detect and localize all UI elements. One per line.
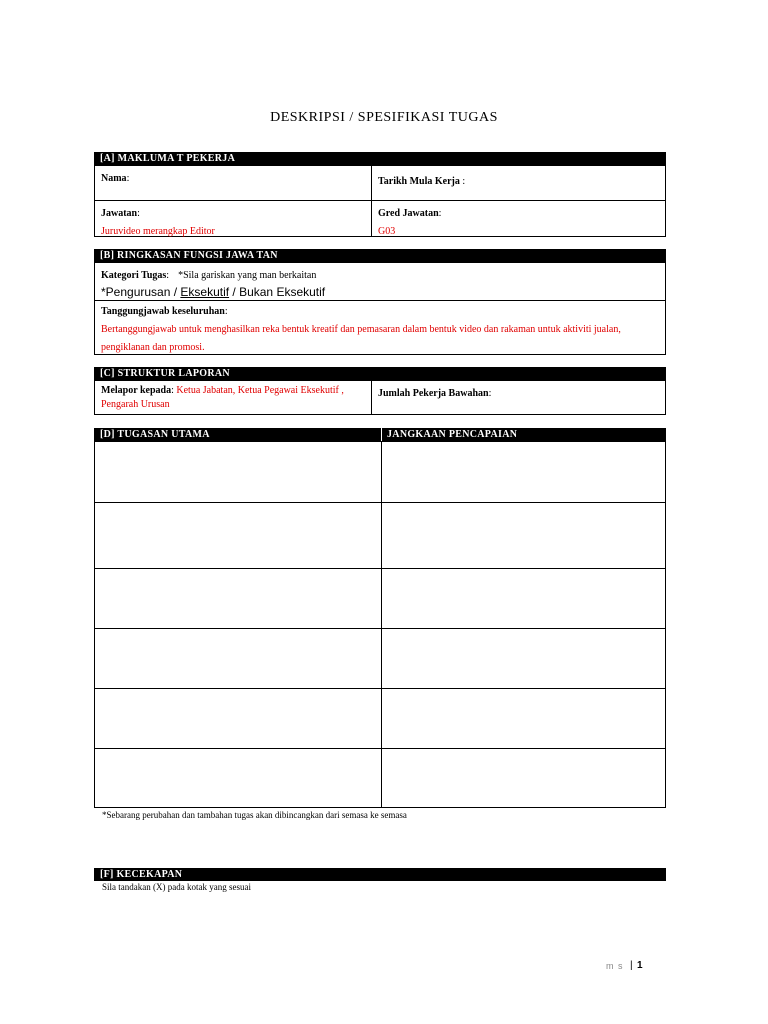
section-a-table [94, 165, 666, 237]
tugasan-cell-6[interactable] [95, 749, 381, 807]
tanggungjawab-label: Tanggungjawab keseluruhan [101, 306, 225, 317]
footer-separator: | [630, 960, 633, 971]
section-f-instruction: Sila tandakan (X) pada kotak yang sesuai [102, 882, 251, 892]
section-d-table [94, 441, 666, 808]
option-eksekutif: Eksekutif [180, 285, 230, 299]
tugasan-cell-4[interactable] [95, 629, 381, 688]
tanggungjawab-cell[interactable]: Tanggungjawab keseluruhan: Bertanggungjawab untuk menghasilkan reka bentuk kreatif dan pemasaran dalam bentuk video dan rakaman untuk aktiviti jualan, pengiklanan dan promosi. [101, 306, 621, 353]
tugasan-cell-3[interactable] [95, 569, 381, 628]
gred-label: Gred Jawatan [378, 208, 439, 219]
kategori-cell[interactable]: Kategori Tugas: *Sila gariskan yang man berkaitan *Pengurusan / Eksekutif / Bukan Eksekutif [101, 270, 326, 299]
tarikh-cell[interactable]: Tarikh Mula Kerja : [378, 176, 466, 187]
page-title: DESKRIPSI / SPESIFIKASI TUGAS [270, 110, 498, 125]
kategori-options: *Pengurusan / Eksekutif / Bukan Eksekutif [101, 285, 326, 299]
tarikh-label: Tarikh Mula Kerja [378, 176, 460, 187]
melapor-cell[interactable]: Melapor kepada: Ketua Jabatan, Ketua Pegawai Eksekutif , Pengarah Urusan [101, 385, 344, 410]
melapor-label: Melapor kepada [101, 385, 172, 396]
jangkaan-cell-1[interactable] [382, 442, 665, 502]
jangkaan-cell-6[interactable] [382, 749, 665, 807]
section-b-header: [B] RINGKASAN FUNGSI JAWA TAN [94, 249, 666, 262]
kategori-label: Kategori Tugas [101, 270, 167, 281]
tanggungjawab-value: Bertanggungjawab untuk menghasilkan reka bentuk kreatif dan pemasaran dalam bentuk video dan rakaman untuk aktiviti jualan, pengiklanan dan promosi. [101, 324, 621, 353]
section-c-table [94, 380, 666, 415]
melapor-value: Ketua Jabatan, Ketua Pegawai Eksekutif , Pengarah Urusan [101, 385, 344, 410]
gred-cell[interactable]: Gred Jawatan: G03 [378, 208, 442, 237]
jawatan-value: Juruvideo merangkap Editor [101, 226, 215, 237]
section-d-note: *Sebarang perubahan dan tambahan tugas akan dibincangkan dari semasa ke semasa [102, 810, 407, 820]
header-divider [381, 428, 382, 441]
footer-ms: m s [606, 961, 624, 971]
section-a-header: [A] MAKLUMA T PEKERJA [94, 152, 666, 165]
jawatan-cell[interactable]: Jawatan: Juruvideo merangkap Editor [101, 208, 215, 237]
section-b-table [94, 262, 666, 355]
page-number: 1 [637, 960, 643, 971]
kategori-note: *Sila gariskan yang man berkaitan [178, 270, 317, 281]
jumlah-label: Jumlah Pekerja Bawahan [378, 388, 489, 399]
jangkaan-cell-2[interactable] [382, 503, 665, 568]
tugasan-cell-5[interactable] [95, 689, 381, 748]
section-d-header-left: [D] TUGASAN UTAMA [94, 428, 381, 441]
jawatan-label: Jawatan [101, 208, 138, 219]
tugasan-cell-1[interactable] [95, 442, 381, 502]
nama-label: Nama [101, 173, 127, 184]
jangkaan-cell-5[interactable] [382, 689, 665, 748]
section-f-header: [F] KECEKAPAN [94, 868, 666, 881]
jangkaan-cell-3[interactable] [382, 569, 665, 628]
section-c-header: [C] STRUKTUR LAPORAN [94, 367, 666, 380]
gred-value: G03 [378, 226, 396, 237]
jumlah-cell[interactable]: Jumlah Pekerja Bawahan: [378, 388, 492, 399]
jangkaan-cell-4[interactable] [382, 629, 665, 688]
tugasan-cell-2[interactable] [95, 503, 381, 568]
section-d-header-right: JANGKAAN PENCAPAIAN [381, 428, 666, 441]
nama-cell[interactable]: Nama: [101, 173, 130, 184]
